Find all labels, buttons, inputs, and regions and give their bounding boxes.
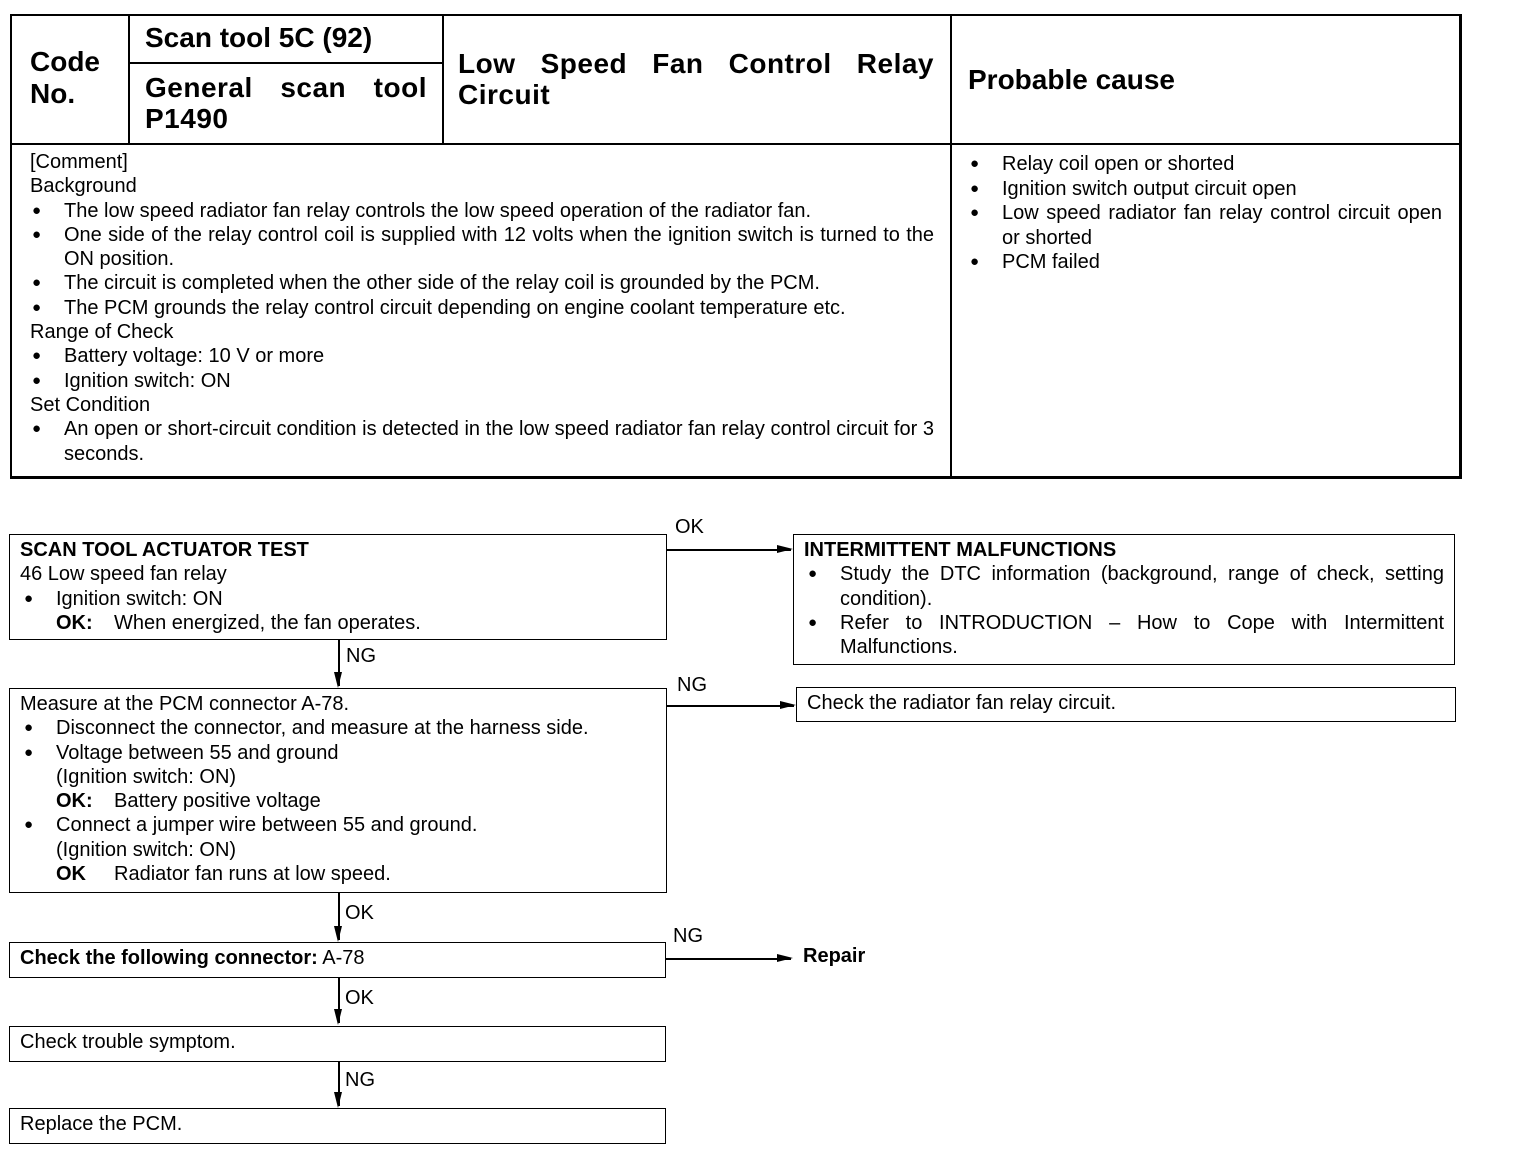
step2-bullet: ● Disconnect the connector, and measure at the harness side. (20, 716, 656, 740)
cause-item: ● Relay coil open or shorted (968, 152, 1442, 177)
ok-text: Radiator fan runs at low speed. (114, 863, 391, 886)
ok-label: OK (56, 863, 86, 886)
ng-label-4: NG (345, 1069, 375, 1091)
ng-label-2: NG (677, 674, 707, 696)
ok-label: OK: (56, 790, 93, 813)
set-condition-item: ● An open or short-circuit condition is detected in the low speed radiator fan relay control circuit for 3 seconds. (30, 417, 934, 466)
arrow-step4-ng (338, 1062, 340, 1106)
comment-label: [Comment] (30, 151, 128, 173)
step2-title: Measure at the PCM connector A-78. (20, 693, 350, 715)
repair-label: Repair (803, 945, 866, 967)
step3-bold: Check the following connector: (20, 947, 318, 969)
check-trouble-symptom-box: Check trouble symptom. (9, 1026, 666, 1062)
table-vline-code (128, 14, 130, 144)
comment-body (30, 150, 934, 466)
cause-item: ● Low speed radiator fan relay control circuit open or shorted (968, 201, 1442, 250)
range-item: ● Ignition switch: ON (30, 369, 934, 393)
check-relay-circuit-box: Check the radiator fan relay circuit. (796, 687, 1456, 722)
cause-item: ● PCM failed (968, 250, 1442, 275)
step2-bullet: ● Voltage between 55 and ground (20, 741, 656, 765)
arrow-ok-intermittent (667, 549, 791, 551)
step1-title: SCAN TOOL ACTUATOR TEST (20, 539, 309, 561)
ok-label-1: OK (675, 516, 704, 538)
ok-label-3: OK (345, 987, 374, 1009)
background-item: ● The circuit is completed when the other side of the relay coil is grounded by the PCM. (30, 271, 934, 295)
general-scan-tool: General scan tool P1490 (145, 72, 427, 134)
ok-label: OK: (56, 611, 93, 634)
ng-label-1: NG (346, 645, 376, 667)
ok-text: Battery positive voltage (114, 790, 321, 813)
measure-pcm-connector-box (9, 688, 667, 893)
table-vline-scan (442, 14, 444, 144)
step2-bullet: ● Connect a jumper wire between 55 and ground. (20, 813, 656, 837)
causes-list (968, 152, 1442, 275)
ok-label-2: OK (345, 902, 374, 924)
step1-bullet: ● Ignition switch: ON (20, 587, 656, 611)
check-connector-box (9, 942, 666, 978)
ok-text: When energized, the fan operates. (114, 611, 421, 634)
step2-ok (20, 862, 656, 886)
intermittent-item: ● Study the DTC information (background, range of check, setting condition). (804, 562, 1444, 611)
arrow-ng-relay (667, 705, 794, 707)
scan-tool-actuator-test-box (9, 534, 667, 640)
step1-line: 46 Low speed fan relay (20, 563, 227, 586)
code-no-label: Code No. (30, 46, 100, 109)
intermittent-item: ● Refer to INTRODUCTION – How to Cope with Intermittent Malfunctions. (804, 611, 1444, 660)
step2-condition: (Ignition switch: ON) (56, 838, 237, 861)
background-label: Background (30, 175, 137, 198)
intermittent-title: INTERMITTENT MALFUNCTIONS (804, 539, 1117, 561)
arrow-ng-repair (666, 958, 791, 960)
background-item: ● The PCM grounds the relay control circuit depending on engine coolant temperature etc. (30, 296, 934, 320)
intermittent-malfunctions-box (793, 534, 1455, 665)
step2-condition: (Ignition switch: ON) (56, 765, 237, 788)
range-item: ● Battery voltage: 10 V or more (30, 344, 934, 368)
background-item: ● One side of the relay control coil is supplied with 12 volts when the ignition switch is turned to the ON position. (30, 223, 934, 272)
arrow-step3-ok (338, 978, 340, 1023)
table-header-divider (10, 143, 1462, 145)
step1-ok (20, 611, 656, 635)
step2-ok (20, 789, 656, 813)
step3-rest: A-78 (317, 947, 365, 969)
background-item: ● The low speed radiator fan relay controls the low speed operation of the radiator fan. (30, 199, 934, 223)
range-label: Range of Check (30, 321, 174, 344)
arrow-step1-ng (338, 640, 340, 686)
table-vline-main (950, 14, 952, 478)
set-condition-label: Set Condition (30, 393, 151, 416)
scan-tool-5c: Scan tool 5C (92) (145, 22, 373, 53)
cause-item: ● Ignition switch output circuit open (968, 177, 1442, 202)
probable-cause-label: Probable cause (968, 64, 1175, 95)
ng-label-3: NG (673, 925, 703, 947)
page-title: Low Speed Fan Control Relay Circuit (458, 48, 934, 110)
table-scan-split (128, 62, 443, 64)
arrow-step2-ok (338, 893, 340, 940)
replace-pcm-box: Replace the PCM. (9, 1108, 666, 1144)
